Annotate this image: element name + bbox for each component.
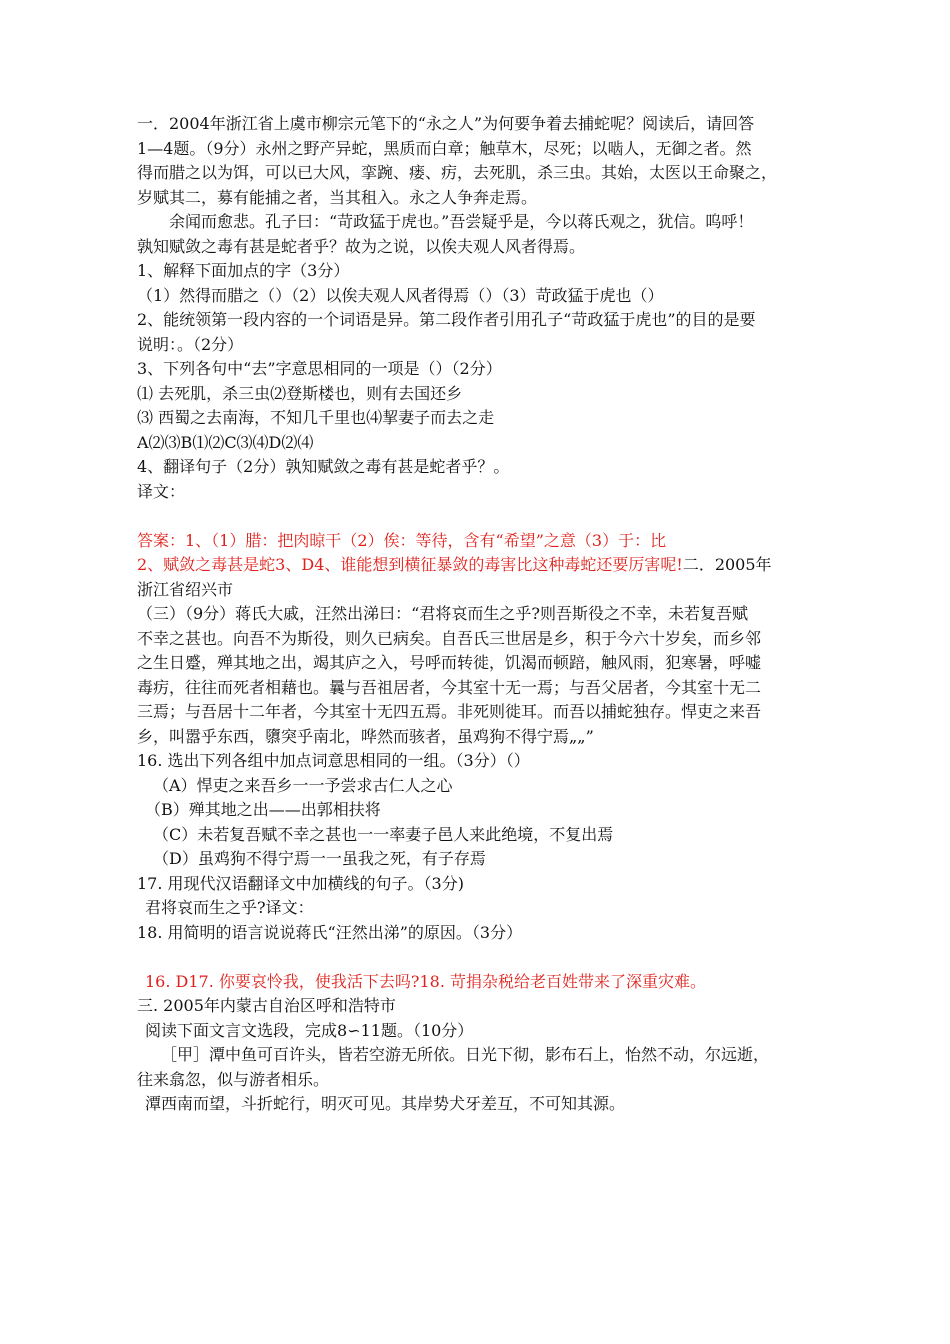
- body-text: ⑶ 西蜀之去南海，不知几千里也⑷挈妻子而去之走: [137, 408, 495, 427]
- body-text: 一．2004年浙江省上虞市柳宗元笔下的“永之人”为何要争着去捕蛇呢？阅读后，请回答: [137, 114, 755, 133]
- body-text: A⑵⑶B⑴⑵C⑶⑷D⑵⑷: [137, 432, 314, 452]
- body-text: 孰知赋敛之毒有甚是蛇者乎？故为之说，以俟夫观人风者得焉。: [137, 236, 586, 256]
- body-text: 三. 2005年内蒙古自治区呼和浩特市: [137, 996, 396, 1015]
- body-text: 乡，叫嚣乎东西，隳突乎南北，哗然而骇者，虽鸡狗不得宁焉„„”: [137, 726, 594, 746]
- text-line: [137, 823, 827, 848]
- text-line: [137, 700, 827, 725]
- text-line: [137, 333, 827, 358]
- body-text: 得而腊之以为饵，可以已大风，挛踠、瘘、疠，去死肌，杀三虫。其始，太医以王命聚之，: [137, 163, 778, 182]
- text-line: [137, 1043, 827, 1068]
- text-line: [137, 161, 827, 186]
- text-line: [137, 284, 827, 309]
- text-line: [137, 455, 827, 480]
- text-line: [137, 308, 827, 333]
- text-line: [137, 357, 827, 382]
- body-text: 16. 选出下列各组中加点词意思相同的一组。（3分）（）: [137, 751, 530, 770]
- text-line: [137, 553, 827, 578]
- body-text: 浙江省绍兴市: [137, 579, 234, 599]
- text-line: [137, 602, 827, 627]
- body-text: （三）（9分）蒋氏大戚，汪然出涕曰：“君将哀而生之乎?则吾斯役之不幸，未若复吾赋: [137, 604, 748, 623]
- body-text: （B）殚其地之出——出郭相扶将: [145, 800, 381, 819]
- text-line: [137, 210, 827, 235]
- body-text: 译文：: [137, 481, 186, 501]
- text-line: [137, 235, 827, 260]
- document-body: [137, 112, 827, 1117]
- text-line: [137, 725, 827, 750]
- text-line: [137, 847, 827, 872]
- text-line: [137, 774, 827, 799]
- body-text: （1）然得而腊之（）（2）以俟夫观人风者得焉（）（3）苛政猛于虎也（）: [137, 285, 664, 305]
- text-line: [137, 431, 827, 456]
- text-line: [137, 406, 827, 431]
- text-line: [137, 1092, 827, 1117]
- body-text: 君将哀而生之乎?译文：: [145, 898, 314, 917]
- body-text: （C）未若复吾赋不幸之甚也一一率妻子邑人来此绝境，不复出焉: [153, 824, 614, 844]
- body-text: 说明：。（2分）: [137, 334, 244, 354]
- body-text: 17. 用现代汉语翻译文中加横线的句子。（3分): [137, 873, 464, 893]
- body-text: 往来翕忽，似与游者相乐。: [137, 1069, 330, 1089]
- text-line: [137, 651, 827, 676]
- body-text: 阅读下面文言文选段，完成8∽11题。（10分）: [145, 1020, 474, 1040]
- section-heading: 二．2005年: [682, 555, 772, 574]
- body-text: （D）虽鸡狗不得宁焉一一虽我之死，有子存焉: [153, 849, 486, 868]
- blank-line: [137, 504, 827, 529]
- body-text: 18. 用简明的语言说说蒋氏“汪然出涕”的原因。（3分）: [137, 922, 523, 942]
- text-line: [137, 970, 827, 995]
- body-text: 毒疠，往往而死者相藉也。曩与吾祖居者，今其室十无一焉；与吾父居者，今其室十无二: [137, 677, 762, 697]
- body-text: ［甲］潭中鱼可百许头，皆若空游无所依。日光下彻，影布石上，怡然不动，尔远逝，: [161, 1045, 770, 1064]
- text-line: [137, 1019, 827, 1044]
- text-line: [137, 921, 827, 946]
- text-line: [137, 137, 827, 162]
- body-text: 4、翻译句子（2分）孰知赋敛之毒有甚是蛇者乎？。: [137, 457, 510, 476]
- body-text: 之生日蹙，殚其地之出，竭其庐之入，号呼而转徙，饥渴而顿踣，触风雨，犯寒暑，呼嘘: [137, 653, 762, 672]
- answer-text: 答案：1、（1）腊：把肉晾干（2）俟：等待，含有“希望”之意（3）于：比: [137, 530, 667, 550]
- body-text: 2、能统领第一段内容的一个词语是异。第二段作者引用孔子“苛政猛于虎也”的目的是要: [137, 310, 756, 329]
- answer-text: 16. D17. 你要哀怜我，使我活下去吗?18. 苛捐杂税给老百姓带来了深重灾难。: [145, 971, 707, 991]
- body-text: 1—4题。（9分）永州之野产异蛇，黑质而白章；触草木，尽死；以啮人，无御之者。然: [137, 138, 752, 158]
- text-line: [137, 749, 827, 774]
- text-line: [137, 896, 827, 921]
- body-text: 潭西南而望，斗折蛇行，明灭可见。其岸势犬牙差互，不可知其源。: [145, 1094, 626, 1113]
- body-text: 三焉；与吾居十二年者，今其室十无四五焉。非死则徙耳。而吾以捕蛇独存。悍吏之来吾: [137, 702, 762, 721]
- body-text: ⑴ 去死肌，杀三虫⑵登斯楼也，则有去国还乡: [137, 383, 463, 403]
- text-line: [137, 112, 827, 137]
- body-text: 余闻而愈悲。孔子曰：“苛政猛于虎也。”吾尝疑乎是，今以蒋氏观之，犹信。呜呼！: [169, 212, 754, 231]
- text-line: [137, 578, 827, 603]
- text-line: [137, 480, 827, 505]
- text-line: [137, 798, 827, 823]
- text-line: [137, 1068, 827, 1093]
- text-line: [137, 382, 827, 407]
- text-line: [137, 872, 827, 897]
- text-line: [137, 259, 827, 284]
- body-text: 1、解释下面加点的字（3分）: [137, 261, 350, 280]
- body-text: 岁赋其二，募有能捕之者，当其租入。永之人争奔走焉。: [137, 187, 538, 207]
- text-line: [137, 627, 827, 652]
- blank-line: [137, 945, 827, 970]
- text-line: [137, 186, 827, 211]
- body-text: 3、下列各句中“去”字意思相同的一项是（）（2分）: [137, 359, 502, 378]
- answer-text: 2、赋敛之毒甚是蛇3、D4、谁能想到横征暴敛的毒害比这种毒蛇还要厉害呢!: [137, 555, 683, 574]
- text-line: [137, 994, 827, 1019]
- body-text: （A）悍吏之来吾乡一一予尝求古仁人之心: [153, 775, 453, 795]
- text-line: [137, 676, 827, 701]
- body-text: 不幸之甚也。向吾不为斯役，则久已病矣。自吾氏三世居是乡，积于今六十岁矣，而乡邻: [137, 628, 762, 648]
- text-line: [137, 529, 827, 554]
